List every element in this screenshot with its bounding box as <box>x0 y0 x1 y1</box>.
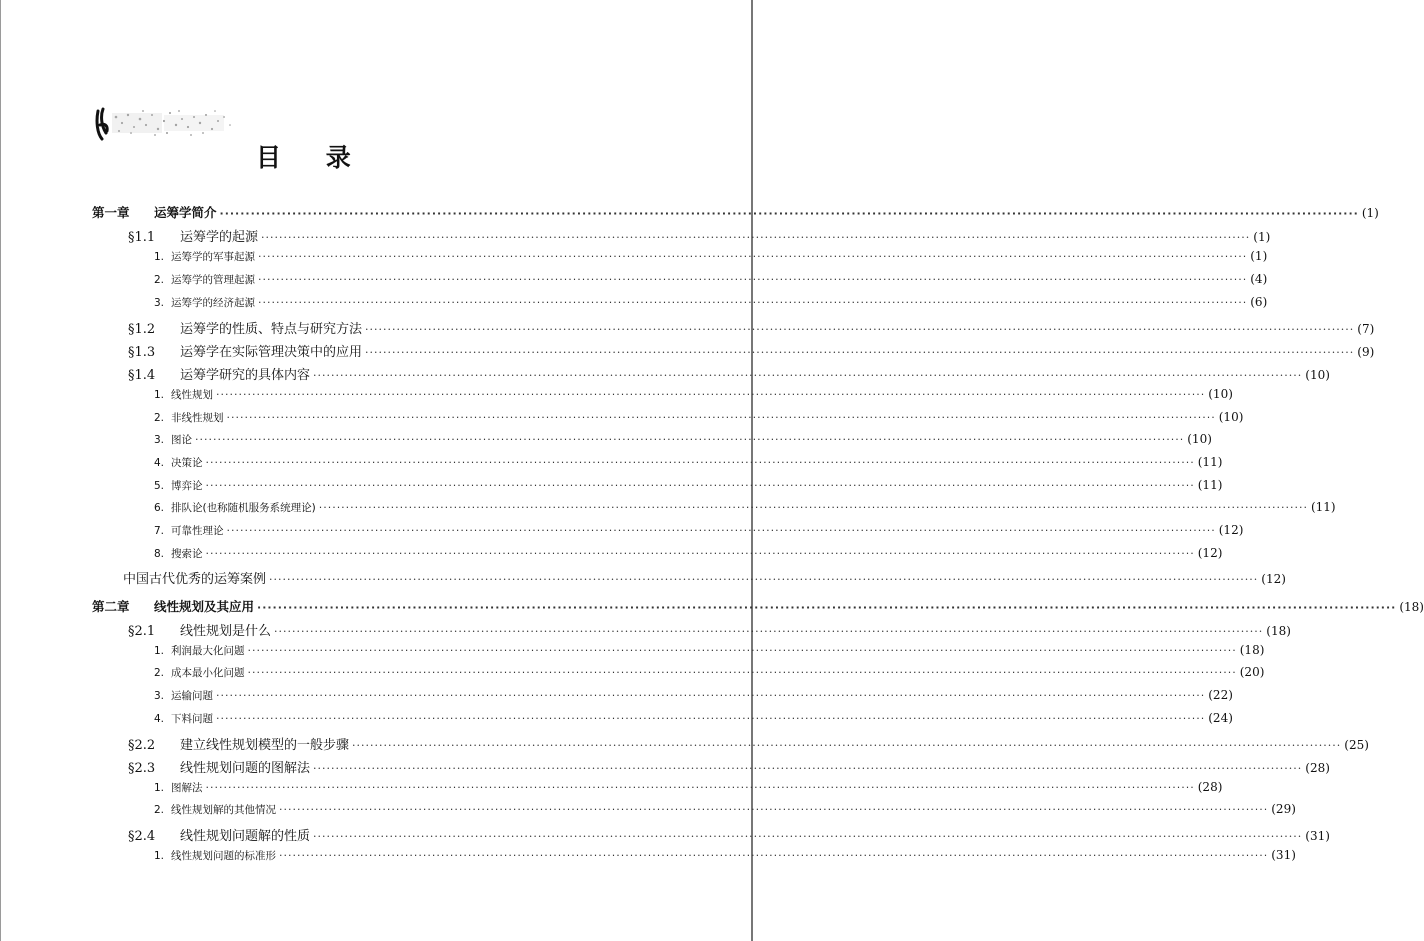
toc-entry <box>128 620 1291 639</box>
toc-page-number: (10) <box>1208 387 1233 401</box>
toc-entry-label <box>154 546 203 561</box>
toc-page-number: (1) <box>1250 249 1268 263</box>
toc-leader-dots: ···························································································································································································································· <box>205 456 1195 469</box>
toc-leader-dots: ···························································································································································································································· <box>274 625 1264 638</box>
toc-leader-dots: ···························································································································································································································· <box>247 644 1237 657</box>
toc-entry-title: 搜索论 <box>171 548 203 560</box>
toc-page-number: (24) <box>1208 711 1233 725</box>
toc-entry-label <box>154 643 245 658</box>
toc-entry <box>128 364 1330 383</box>
toc-entry-label <box>154 780 203 795</box>
toc-entry-number: 1. <box>154 389 165 401</box>
toc-entry-title: 可靠性理论 <box>171 525 224 537</box>
toc-leader-dots: ···························································································································································································································· <box>257 601 1397 614</box>
toc-entry-number: 5. <box>154 480 165 492</box>
toc-entry <box>154 432 1212 447</box>
toc-entry <box>154 711 1233 726</box>
toc-entry-title: 利润最大化问题 <box>171 645 245 657</box>
toc-page-number: (11) <box>1197 455 1223 469</box>
toc-entry-title: 线性规划 <box>171 389 213 401</box>
toc-page-number: (28) <box>1305 761 1330 775</box>
toc-entry-label <box>128 620 271 639</box>
toc-page-number: (12) <box>1218 523 1244 537</box>
toc-page-number: (25) <box>1344 738 1369 752</box>
toc-entry-label <box>128 226 258 245</box>
toc-entry-number: §2.2 <box>128 738 156 753</box>
toc-entry-number: 3. <box>154 434 165 446</box>
toc-entry-number: §2.4 <box>128 829 156 844</box>
toc-leader-dots: ···························································································································································································································· <box>205 781 1195 794</box>
toc-entry-label <box>154 848 276 863</box>
toc-entry-number: 7. <box>154 525 165 537</box>
toc-entry-number: 1. <box>154 645 165 657</box>
toc-page-number: (1) <box>1361 206 1379 220</box>
toc-page-number: (20) <box>1239 665 1265 679</box>
toc-entry-number: 4. <box>154 713 165 725</box>
toc-entry <box>154 643 1265 658</box>
toc-entry-title: 运筹学的军事起源 <box>171 251 255 263</box>
toc-entry <box>154 665 1265 680</box>
toc-entry-title: 运筹学的经济起源 <box>171 297 255 309</box>
toc-entry-number: 1. <box>154 251 165 263</box>
toc-leader-dots: ···························································································································································································································· <box>258 250 1248 263</box>
toc-entry-number: §2.3 <box>128 761 156 776</box>
toc-entry-label <box>123 568 266 587</box>
toc-page-number: (29) <box>1271 802 1296 816</box>
page-edge-right <box>751 0 753 941</box>
toc-entry-label <box>154 295 255 310</box>
toc-entry <box>154 455 1223 470</box>
toc-entry <box>154 546 1223 561</box>
toc-leader-dots: ···························································································································································································································· <box>247 666 1237 679</box>
toc-page-number: (10) <box>1218 410 1244 424</box>
toc-page-number: (4) <box>1250 272 1268 286</box>
toc-entry-label <box>154 688 213 703</box>
toc-entry <box>154 410 1244 425</box>
toc-leader-dots: ···························································································································································································································· <box>195 433 1185 446</box>
toc-entry <box>128 226 1271 245</box>
toc-entry-number: 4. <box>154 457 165 469</box>
toc-page-number: (6) <box>1250 295 1268 309</box>
toc-entry-number: §1.4 <box>128 368 156 383</box>
toc-entry-label <box>128 364 310 383</box>
toc-entry <box>123 568 1286 587</box>
toc-leader-dots: ···························································································································································································································· <box>318 501 1308 514</box>
toc-entry-title: 线性规划是什么 <box>180 624 272 639</box>
toc-entry-label <box>154 455 203 470</box>
toc-page-number: (7) <box>1357 322 1375 336</box>
toc-entry <box>128 757 1330 776</box>
toc-entry <box>154 272 1268 287</box>
toc-entry-label <box>128 757 310 776</box>
toc-entry-title: 运筹学的起源 <box>180 230 259 245</box>
toc-entry <box>154 802 1296 817</box>
toc-entry-number: 1. <box>154 850 165 862</box>
toc-entry <box>128 341 1375 360</box>
toc-entry-label <box>154 711 213 726</box>
toc-entry-title: 线性规划解的其他情况 <box>171 804 276 816</box>
toc-leader-dots: ···························································································································································································································· <box>313 369 1303 382</box>
toc-page-number: (22) <box>1208 688 1233 702</box>
toc-leader-dots: ···························································································································································································································· <box>365 346 1355 359</box>
toc-entry <box>154 295 1268 310</box>
toc-entry-number: 1. <box>154 782 165 794</box>
toc-entry-label <box>128 341 362 360</box>
toc-entry <box>128 318 1375 337</box>
toc-page-number: (31) <box>1271 848 1296 862</box>
toc-entry-title: 建立线性规划模型的一般步骤 <box>180 738 350 753</box>
toc-leader-dots: ···························································································································································································································· <box>226 411 1216 424</box>
toc-entry-label <box>128 825 310 844</box>
toc-entry <box>128 825 1330 844</box>
toc-entry-label <box>154 249 255 264</box>
toc-entry-title: 图解法 <box>171 782 203 794</box>
toc-leader-dots: ···························································································································································································································· <box>279 849 1269 862</box>
toc-leader-dots: ···························································································································································································································· <box>216 712 1206 725</box>
toc-page-number: (9) <box>1357 345 1375 359</box>
toc-leader-dots: ···························································································································································································································· <box>352 739 1342 752</box>
toc-entry-label <box>154 523 224 538</box>
toc-entry-label <box>154 665 245 680</box>
toc-entry <box>154 500 1336 515</box>
toc-entry-title: 运输问题 <box>171 690 213 702</box>
toc-entry-title: 决策论 <box>171 457 203 469</box>
toc-entry-number: §1.3 <box>128 345 156 360</box>
toc-entry-number: 2. <box>154 804 165 816</box>
toc-entry-number: §2.1 <box>128 624 156 639</box>
toc-entry-title: 线性规划及其应用 <box>154 599 255 614</box>
toc-entry-number: 2. <box>154 274 165 286</box>
toc-page-number: (18) <box>1399 600 1424 614</box>
toc-page-number: (12) <box>1261 572 1286 586</box>
toc-leader-dots: ···························································································································································································································· <box>226 524 1216 537</box>
toc-page-number: (31) <box>1305 829 1330 843</box>
toc-entry-label <box>154 272 255 287</box>
toc-entry-title: 运筹学的性质、特点与研究方法 <box>180 322 363 337</box>
toc-entry-number: 第一章 <box>92 205 130 220</box>
toc-page-number: (18) <box>1239 643 1265 657</box>
toc-entry <box>154 249 1268 264</box>
toc-entry <box>154 848 1296 863</box>
toc-entry-title: 线性规划问题的图解法 <box>180 761 311 776</box>
toc-leader-dots: ···························································································································································································································· <box>279 803 1269 816</box>
toc-entry-number: §1.1 <box>128 230 156 245</box>
toc-entry-title: 线性规划问题的标准形 <box>171 850 276 862</box>
toc-entry-label <box>154 478 203 493</box>
toc-entry <box>154 387 1233 402</box>
toc-leader-dots: ···························································································································································································································· <box>365 323 1355 336</box>
toc-leader-dots: ···························································································································································································································· <box>205 547 1195 560</box>
page-title: 目 录 <box>256 143 369 172</box>
toc-entry-title: 运筹学研究的具体内容 <box>180 368 311 383</box>
toc-page-number: (12) <box>1197 546 1223 560</box>
toc-entry-number: 8. <box>154 548 165 560</box>
toc-entry-title: 下料问题 <box>171 713 213 725</box>
toc-entry-title: 排队论(也称随机服务系统理论) <box>171 502 316 514</box>
toc-entry-label <box>154 432 192 447</box>
toc-entry-title: 成本最小化问题 <box>171 667 245 679</box>
toc-leader-dots: ···························································································································································································································· <box>258 273 1248 286</box>
toc-entry <box>154 478 1223 493</box>
toc-page-number: (11) <box>1197 478 1223 492</box>
toc-entry <box>128 734 1369 753</box>
toc-entry <box>92 203 1379 221</box>
toc-page-number: (18) <box>1266 624 1291 638</box>
toc-leader-dots: ···························································································································································································································· <box>205 479 1195 492</box>
toc-entry-title: 博弈论 <box>171 480 203 492</box>
toc-leader-dots: ···························································································································································································································· <box>269 573 1259 586</box>
toc-entry-title: 中国古代优秀的运筹案例 <box>123 572 267 587</box>
toc-entry-label <box>154 802 276 817</box>
toc-leader-dots: ···························································································································································································································· <box>261 231 1251 244</box>
toc-entry <box>154 523 1244 538</box>
toc-leader-dots: ···························································································································································································································· <box>216 388 1206 401</box>
toc-entry-label <box>154 410 224 425</box>
toc-entry-number: 6. <box>154 502 165 514</box>
toc-entry <box>154 688 1233 703</box>
toc-entry-number: 第二章 <box>92 599 130 614</box>
toc-entry <box>154 780 1223 795</box>
toc-entry-number: 3. <box>154 690 165 702</box>
toc-entry-label <box>92 597 254 615</box>
toc-leader-dots: ···························································································································································································································· <box>258 296 1248 309</box>
toc-entry-number: §1.2 <box>128 322 156 337</box>
toc-page-number: (1) <box>1253 230 1271 244</box>
toc-entry-number: 3. <box>154 297 165 309</box>
toc-entry-label <box>128 734 349 753</box>
toc-entry-title: 运筹学在实际管理决策中的应用 <box>180 345 363 360</box>
toc-leader-dots: ···························································································································································································································· <box>313 830 1303 843</box>
toc-page-number: (11) <box>1310 500 1336 514</box>
toc-entry-title: 非线性规划 <box>171 412 224 424</box>
toc-page-number: (28) <box>1197 780 1223 794</box>
toc-entry-title: 线性规划问题解的性质 <box>180 829 311 844</box>
decorative-logo-icon <box>94 103 236 143</box>
toc-entry-label <box>92 203 217 221</box>
toc-leader-dots: ···························································································································································································································· <box>219 207 1359 220</box>
toc-entry-label <box>128 318 362 337</box>
toc-page-number: (10) <box>1305 368 1330 382</box>
toc-leader-dots: ···························································································································································································································· <box>216 689 1206 702</box>
toc-entry-label <box>154 387 213 402</box>
toc-entry-label <box>154 500 316 515</box>
toc-entry-title: 图论 <box>171 434 192 446</box>
page-edge-left <box>0 0 1 941</box>
toc-entry-title: 运筹学的管理起源 <box>171 274 255 286</box>
toc-entry-number: 2. <box>154 412 165 424</box>
toc-entry <box>92 597 1424 615</box>
toc-entry-title: 运筹学简介 <box>154 205 217 220</box>
toc-entry-number: 2. <box>154 667 165 679</box>
toc-page-number: (10) <box>1187 432 1212 446</box>
toc-leader-dots: ···························································································································································································································· <box>313 762 1303 775</box>
